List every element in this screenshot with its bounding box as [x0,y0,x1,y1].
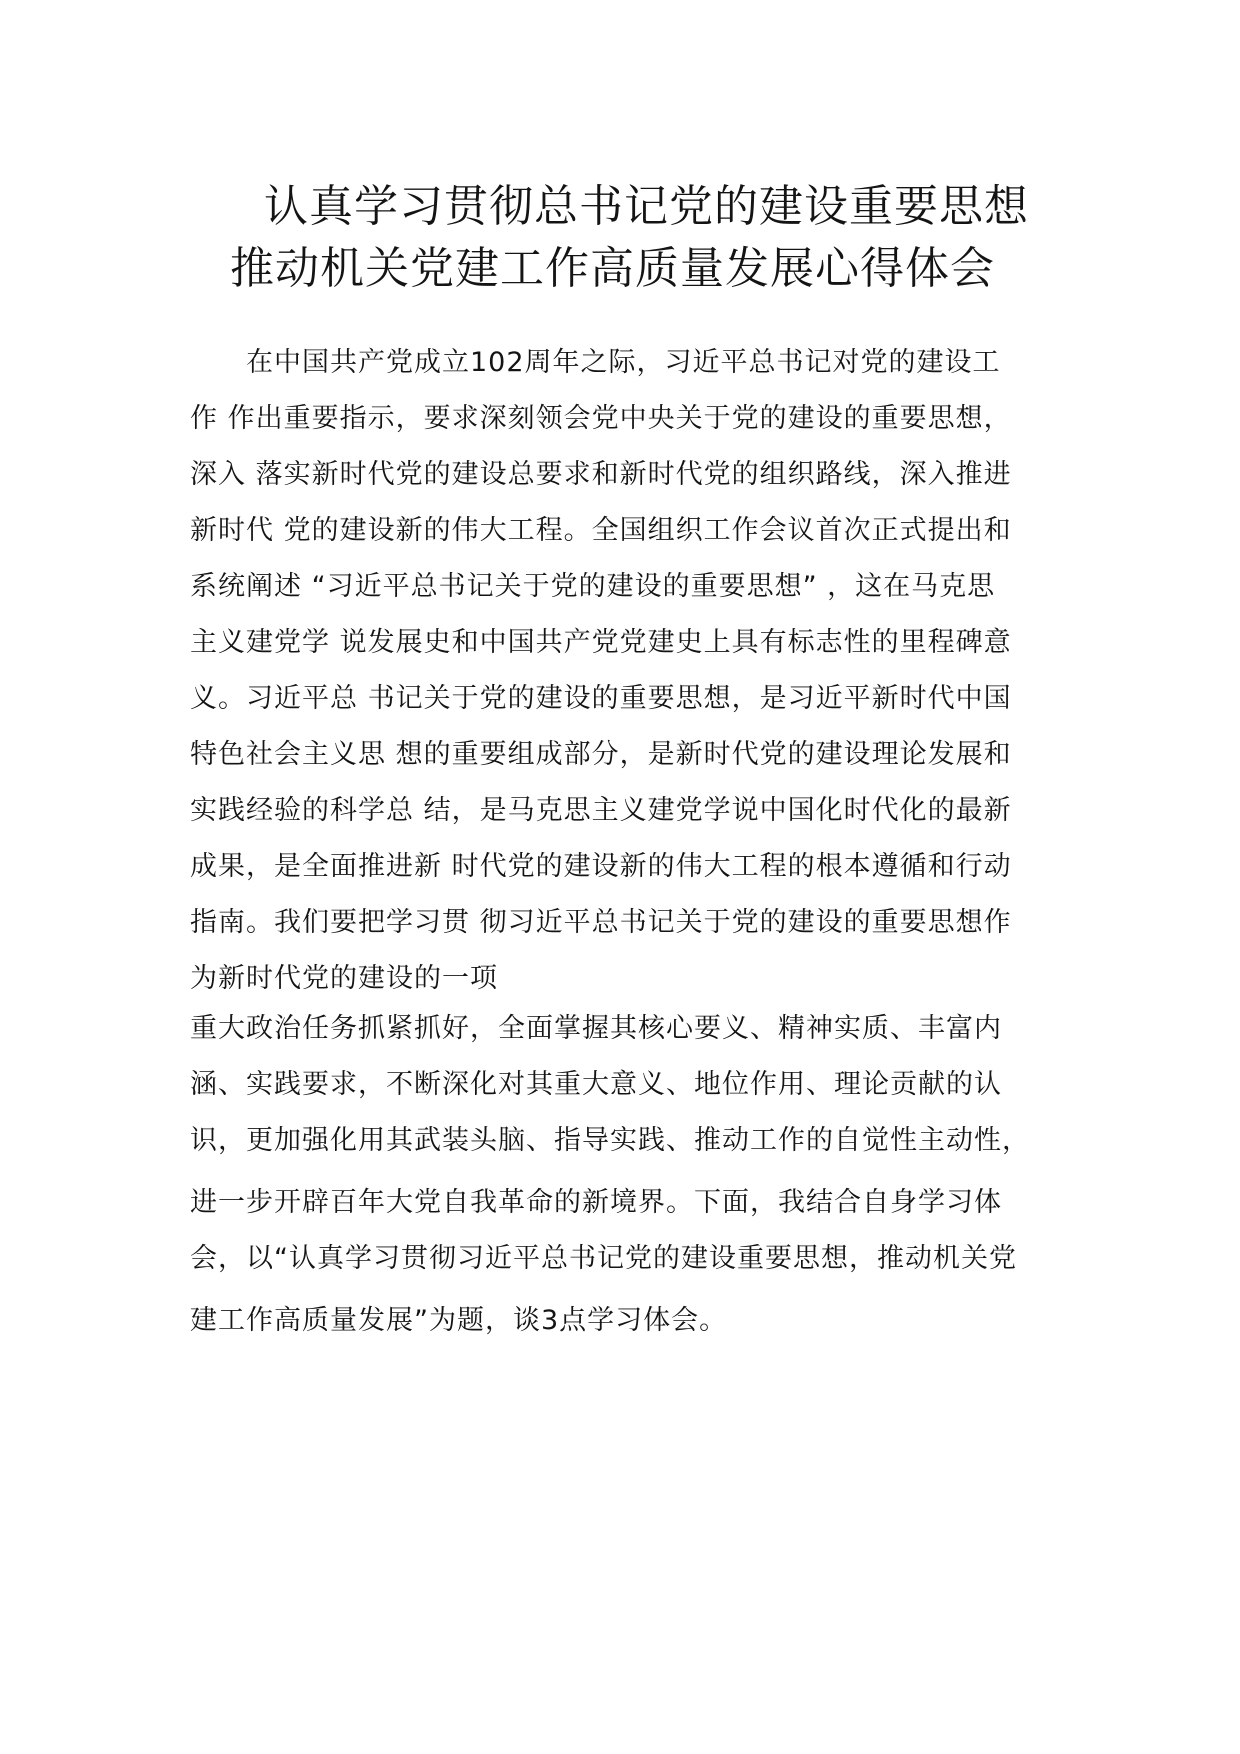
body-line: 重大政治任务抓紧抓好，全面掌握其核心要义、精神实质、丰富内 [190,1013,1002,1044]
body-line: 系统阐述 “习近平总书记关于党的建设的重要思想” ，这在马克思 [190,571,996,602]
body-line: 指南。我们要把学习贯 彻习近平总书记关于党的建设的重要思想作 [190,907,1012,938]
body-line: 新时代 党的建设新的伟大工程。全国组织工作会议首次正式提出和 [190,515,1012,546]
body-line: 涵、实践要求，不断深化对其重大意义、地位作用、理论贡献的认 [190,1069,1002,1100]
body-line: 特色社会主义思 想的重要组成部分，是新时代党的建设理论发展和 [190,739,1012,770]
body-line: 成果，是全面推进新 时代党的建设新的伟大工程的根本遵循和行动 [190,851,1012,882]
body-line: 会，以“认真学习贯彻习近平总书记党的建设重要思想，推动机关党 [190,1243,1017,1274]
body-line: 进一步开辟百年大党自我革命的新境界。下面，我结合自身学习体 [190,1187,1002,1218]
body-line: 义。习近平总 书记关于党的建设的重要思想，是习近平新时代中国 [190,683,1012,714]
body-line: 为新时代党的建设的一项 [190,963,498,994]
title-line-2: 推动机关党建工作高质量发展心得体会 [230,243,995,294]
body-line: 识，更加强化用其武装头脑、指导实践、推动工作的自觉性主动性， [190,1125,1030,1156]
body-line: 主义建党学 说发展史和中国共产党党建史上具有标志性的里程碑意 [190,627,1012,658]
title-line-1: 认真学习贯彻总书记党的建设重要思想 [264,181,1029,232]
body-line: 深入 落实新时代党的建设总要求和新时代党的组织路线，深入推进 [190,459,1012,490]
body-line: 建工作高质量发展”为题，谈3点学习体会。 [190,1305,728,1336]
body-line: 在中国共产党成立102周年之际，习近平总书记对党的建设工 [246,347,1001,378]
body-line: 作 作出重要指示，要求深刻领会党中央关于党的建设的重要思想， [190,403,1012,434]
body-line: 实践经验的科学总 结，是马克思主义建党学说中国化时代化的最新 [190,795,1012,826]
document-title [150,176,1090,300]
